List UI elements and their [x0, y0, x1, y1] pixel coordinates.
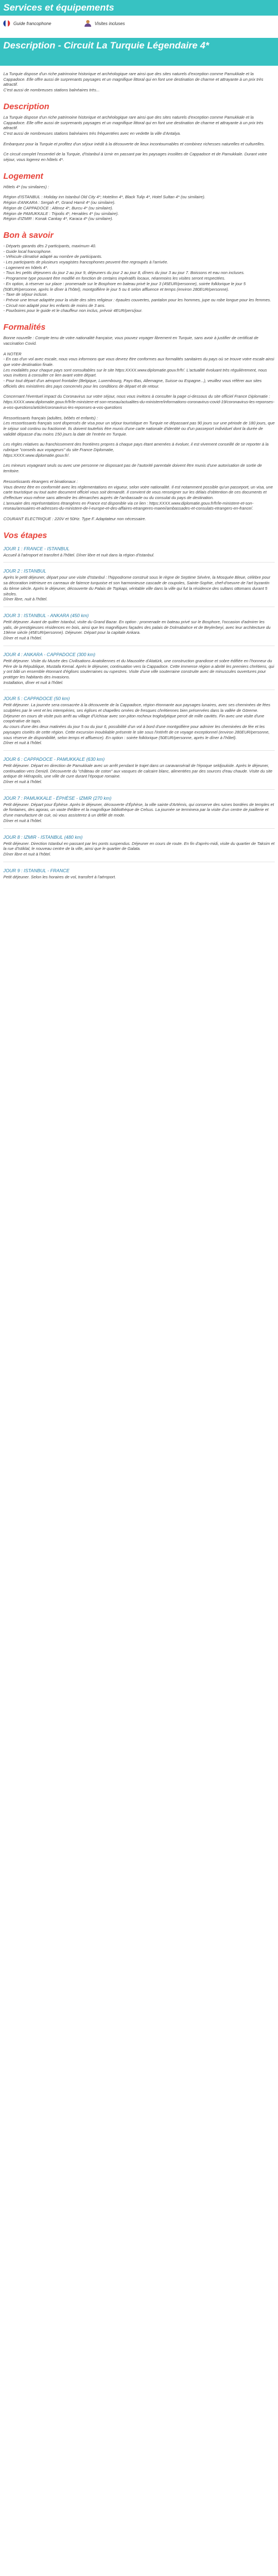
day-title: JOUR 8 : IZMIR - ISTANBUL (480 km) [3, 834, 83, 840]
day-title: JOUR 3 : ISTANBUL - ANKARA (450 km) [3, 613, 89, 618]
logement-heading: Logement [3, 171, 43, 181]
formalites-heading: Formalités [3, 322, 46, 333]
description-paragraph: Embarquez pour la Turquie et profitez d'un séjour inédit à la découverte de lieux incontournables et combinez richesses naturelles et culturelles. [3, 141, 265, 146]
day-block [3, 756, 275, 785]
french-flag-icon [3, 20, 10, 27]
bon-savoir-paragraph: - Départs garantis dès 2 participants, maximum 40. - Guide local francophone. - Véhicule climatisé adapté au nombre de participants. - Les participants de plusieurs voyagistes francophones peuvent être regroupés à l'arrivée. - Logement en hôtels 4*. - Tous les petits déjeuners du jour 2 au jour 9, déjeuners du jour 2 au jour 8, dîners du jour 3 au jour 7. Boissons et eau non incluses. - Programme type pouvant être modifié en fonction de certains impératifs locaux, néanmoins les visites seront respectées. - En option, à réserver sur place : promenade sur le Bosphore en bateau privé le jour 3 (45EUR/personne), soirée folklorique le jour 5 (50EUR/personne, après le dîner à l'hôtel), montgolfière le jour 5 ou 6 selon affluence et temps (environ 280EUR/personne). - Taxe de séjour incluse. - Prévoir une tenue adaptée pour la visite des sites religieux : épaules couvertes, pantalon pour les hommes, jupe ou robe longue pour les femmes. - Circuit non adapté pour les enfants de moins de 3 ans. - Pourboires pour le guide et le chauffeur non inclus, prévoir 4EUR/pers/jour. [3, 243, 271, 314]
etapes-heading: Vos étapes [3, 530, 47, 540]
day-title: JOUR 5 : CAPPADOCE (50 km) [3, 696, 70, 702]
day-block [3, 834, 275, 857]
day-text: Après le petit déjeuner, départ pour une visite d'Istanbul : l'hippodrome construit sous le règne de Septime Sévère, la Mosquée Bleue, célèbre pour sa décoration intérieure en carreaux de faïence turquoise et son harmonieuse cascade de coupoles, Sainte-Sophie, chef-d'oeuvre de l'art byzantin du 6ème siècle. Après le déjeuner, découverte du Palais de Topkapi, véritable ville dans la ville qui fut la résidence des sultans ottomans durant 5 siècles. Dîner libre, nuit à l'hôtel. [3, 575, 271, 602]
service-label: Visites incluses [95, 21, 125, 26]
day-block [3, 696, 275, 746]
formalites-paragraph: Les règles relatives au franchissement des frontières propres à chaque pays étant amenées à évoluer, il est vivement conseillé de se reporter à la rubrique "conseils aux voyageurs" du site France Diplomatie, https:XXXX.www.diplomatie.gouv.fr/. [3, 442, 269, 458]
divider [3, 828, 275, 829]
bon-savoir-heading: Bon à savoir [3, 230, 54, 240]
day-text: Petit déjeuner. Visite du Musée des Civilisations Anatoliennes et du Mausolée d'Atatürk, une construction grandiose et sobre édifiée en l'honneur du Père de la République, Mustafa Kemal. Après le déjeuner, continuation vers la Cappadoce. Cette immense région a abrité les premiers chrétiens, qui y ont bâti un ensemble étonnant d'églises souterraines ou rupestres. Visite d'une ville souterraine construite avec de minuscules ouvertures pour protéger les habitants des invasions. Installation, dîner et nuit à l'hôtel. [3, 658, 274, 685]
day-text: Petit déjeuner. Départ pour Éphèse. Après le déjeuner, découverte d'Éphèse, la ville sainte d'Artémis, qui conserve des ruines bordées de temples et de fontaines, des agoras, un vaste théâtre et la magnifique bibliothèque de Celsus. La journée se terminera par la visite d'un centre de joaillerie et d'une manufacture de cuir, où vous assisterez à un défilé de mode. Dîner et nuit à l'hôtel. [3, 801, 274, 823]
day-text: Petit déjeuner. Avant de quitter Istanbul, visite du Grand Bazar. En option : promenade en bateau privé sur le Bosphore, l'occasion d'admirer les yalis, de prestigieuses résidences en bois, ainsi que les magnifiques façades des palais de Dolmabahce et de Beylerbeyi, avec leur architecture du 19ème siècle (45EUR/personne). Déjeuner. Départ pour la capitale Ankara. Dîner et nuit à l'hôtel. [3, 619, 271, 641]
service-guide [3, 20, 51, 27]
day-title: JOUR 6 : CAPPADOCE - PAMUKKALE (630 km) [3, 756, 105, 762]
circuit-title-banner [0, 38, 278, 66]
logement-paragraph: Hôtels 4* (ou similaires) : [3, 184, 49, 189]
day-block [3, 546, 275, 558]
formalites-paragraph: A NOTER - En cas d'un vol avec escale, nous vous informons que vous devrez être conformes aux formalités sanitaires du pays où se trouve votre escale ainsi que votre destination finale. Les modalités pour chaque pays sont consultables sur le site https:XXXX.www.diplomatie.gouv.fr/fr/. L'actualité évoluant très régulièrement, nous vous invitons à consulter ce lien avant votre départ. - Pour tout départ d'un aéroport frontalier (Belgique, Luxembourg, Pays-Bas, Allemagne, Suisse ou Espagne...), veuillez vous référer aux sites officiels des ministères des pays concernés pour les conditions de départ et de retour. [3, 351, 274, 389]
logement-paragraph: Région d'ISTANBUL : Holiday inn Istanbul Old City 4*; Hotelinn 4*, Black Tulip 4*, Hotel Sultan 4* (ou similaire). Région d'ANKARA : Sergah 4*, Grand Hamit 4* (ou similaire). Région de CAPPADOCE : Altinoz 4*, Burcu 4* (ou similaire). Région de PAMUKKALE : Tripolis 4*, Herakles 4* (ou similaire). Région d'IZMIR : Konak Cankay 4*, Karaca 4* (ou similaire). [3, 194, 206, 222]
day-title: JOUR 9 : ISTANBUL - FRANCE [3, 867, 70, 873]
description-paragraph: Ce circuit complet l'essentiel de la Turquie, d'Istanbul à Izmir en passant par les paysages insolites de Cappadoce et de Pamukkale. Durant votre séjour, vous logerez en hôtels 4*. [3, 151, 267, 163]
main-content [0, 71, 278, 879]
day-text: Petit déjeuner. Selon les horaires de vol, transfert à l'aéroport. [3, 874, 116, 879]
services-banner [0, 0, 278, 16]
intro-text: La Turquie dispose d'un riche patrimoine historique et archéologique rare ainsi que des sites naturels d'exception comme Pamukkale et la Cappadoce. Elle offre aussi de surprenants paysages et un magnifique littoral qui en font une destination de charme et attrayante à un prix très attractif. C'est aussi de nombreuses stations balnéaires très... [3, 71, 264, 93]
day-block [3, 795, 275, 824]
day-title: JOUR 7 : PAMUKKALE - ÉPHÈSE - IZMIR (270 km) [3, 795, 112, 801]
services-list [0, 16, 278, 33]
description-paragraph: La Turquie dispose d'un riche patrimoine historique et archéologique rare ainsi que des sites naturels d'exception comme Pamukkale et la Cappadoce. Elle offre aussi de surprenants paysages et un magnifique littoral qui en font une destination de charme et attrayante à un prix très attractif. C'est aussi de nombreuses stations balnéaires très fréquentées avec en vedette la ville d'Antalya. [3, 114, 264, 136]
divider [3, 562, 275, 563]
day-title: JOUR 1 : FRANCE - ISTANBUL [3, 545, 70, 551]
divider [3, 750, 275, 751]
circuit-title: Description - Circuit La Turquie Légendaire 4* [3, 40, 209, 51]
day-block [3, 568, 275, 602]
formalites-paragraph: Ressortissants étrangers et binationaux : Vous devrez être en conformité avec les réglementations en vigueur, selon votre nationalité. Il est notamment possible qu'un passeport, un visa, une carte touristique ou tout autre document officiel vous soit demandé. Il convient de vous renseigner sur les délais d'obtention de ces documents et d'effectuer vous-même sans attendre les démarches auprès de l'ambassade ou du consulat du pays de destination. L'annuaire des représentations étrangères en France est disponible via ce lien : https:XXXX.www.diplomatie.gouv.fr/fr/le-ministere-et-son-reseau/annuaires-et-adresses-du-ministere-de-l-europe-et-des-affaires-etrangeres-maeei/ambassades-et-consulats-etrangers-en-france/. [3, 478, 273, 511]
formalites-paragraph: COURANT ELECTRIQUE : 220V et 50Hz. Type F. Adaptateur non nécessaire. [3, 516, 146, 522]
page [0, 0, 278, 879]
formalites-paragraph: Concernant l'éventuel impact du Coronavirus sur votre séjour, nous vous invitons à consulter la page ci-dessous du site officiel France Diplomatie : https:XXXX.www.diplomatie.gouv.fr/fr/le-ministere-et-son-reseau/actualites-du-ministere/informations-coronavirus-covid-19/coronavirus-les-reponses-a-vos-questions/article/coronavirus-les-reponses-a-vos-questions [3, 394, 275, 410]
service-visits [85, 20, 125, 27]
formalites-paragraph: Ressortissants français (adultes, bébés et enfants) : Les ressortissants français sont dispensés de visa pour un séjour touristique en Turquie ne dépassant pas 90 jours sur une période de 180 jours, que le séjour soit continu ou fractionné. Ils doivent toutefois être munis d'une carte nationale d'identité ou d'un passeport individuel dont la durée de validité dépasse d'au moins 150 jours la date de l'entrée en Turquie. [3, 415, 275, 437]
day-text: Petit déjeuner. Direction Istanbul en passant par les ponts suspendus. Déjeuner en cours de route. En fin d'après-midi, visite du quartier de Taksim et la rue d'Istiklal, le nouveau centre de la ville, ainsi que le quartier de Galata. Dîner libre et nuit à l'hôtel. [3, 840, 275, 857]
day-text: Petit déjeuner. La journée sera consacrée à la découverte de la Cappadoce, région étonnante aux paysages lunaires, avec ses cheminées de fées sculptées par le vent et les intempéries, ses églises et chapelles ornées de fresques chrétiennes bien préservées dans la vallée de Göreme. Déjeuner en cours de visite puis arrêt au village d'Uchisar avec son piton rocheux troglodytique percé de mille cavités. Fin avec une visite d'une coopérative de tapis. Au cours d'une des deux matinées du jour 5 ou du jour 6, possibilité d'un vol à bord d'une montgolfière pour admirer les cheminées de fée et les paysages ciselés de cette région. Cette excursion inoubliable présente le site sous l'intérêt de ce voyage exceptionnel (environ 280EUR/personne, sous réserve de disponibilité, selon temps et affluence). En option : soirée folklorique (50EUR/personne, après le dîner à l'hôtel). Dîner et nuit à l'hôtel. [3, 702, 271, 746]
day-text: Accueil à l'aéroport et transfert à l'hôtel. Dîner libre et nuit dans la région d'Istanbul. [3, 552, 155, 558]
services-title: Services et équipements [3, 2, 115, 13]
day-text: Petit déjeuner. Départ en direction de Pamukkale avec un arrêt pendant le trajet dans un caravansérail de l'époque seldjoukide. Après le déjeuner, continuation vers Denizli. Découverte du "château de coton" aux vasques de calcaire blanc, alimentées par des sources d'eau chaude. Visite du site antique de Hiérapolis, une ville de cure durant l'époque romaine. Dîner et nuit à l'hôtel. [3, 762, 272, 785]
description-heading: Description [3, 101, 49, 111]
day-block [3, 652, 275, 686]
service-label: Guide francophone [13, 21, 52, 26]
formalites-paragraph: Les mineurs voyageant seuls ou avec une personne ne disposant pas de l'autorité parentale doivent être munis d'une autorisation de sortie de territoire. [3, 463, 262, 474]
day-title: JOUR 4 : ANKARA - CAPPADOCE (300 km) [3, 651, 96, 657]
visit-person-icon [85, 20, 91, 27]
day-block [3, 613, 275, 641]
divider [3, 789, 275, 790]
day-block [3, 868, 275, 880]
day-title: JOUR 2 : ISTANBUL [3, 568, 47, 574]
formalites-paragraph: Bonne nouvelle : Compte tenu de votre nationalité française, vous pouvez voyager librement en Turquie, sans avoir à justifier de certificat de vaccination Covid. [3, 335, 259, 346]
